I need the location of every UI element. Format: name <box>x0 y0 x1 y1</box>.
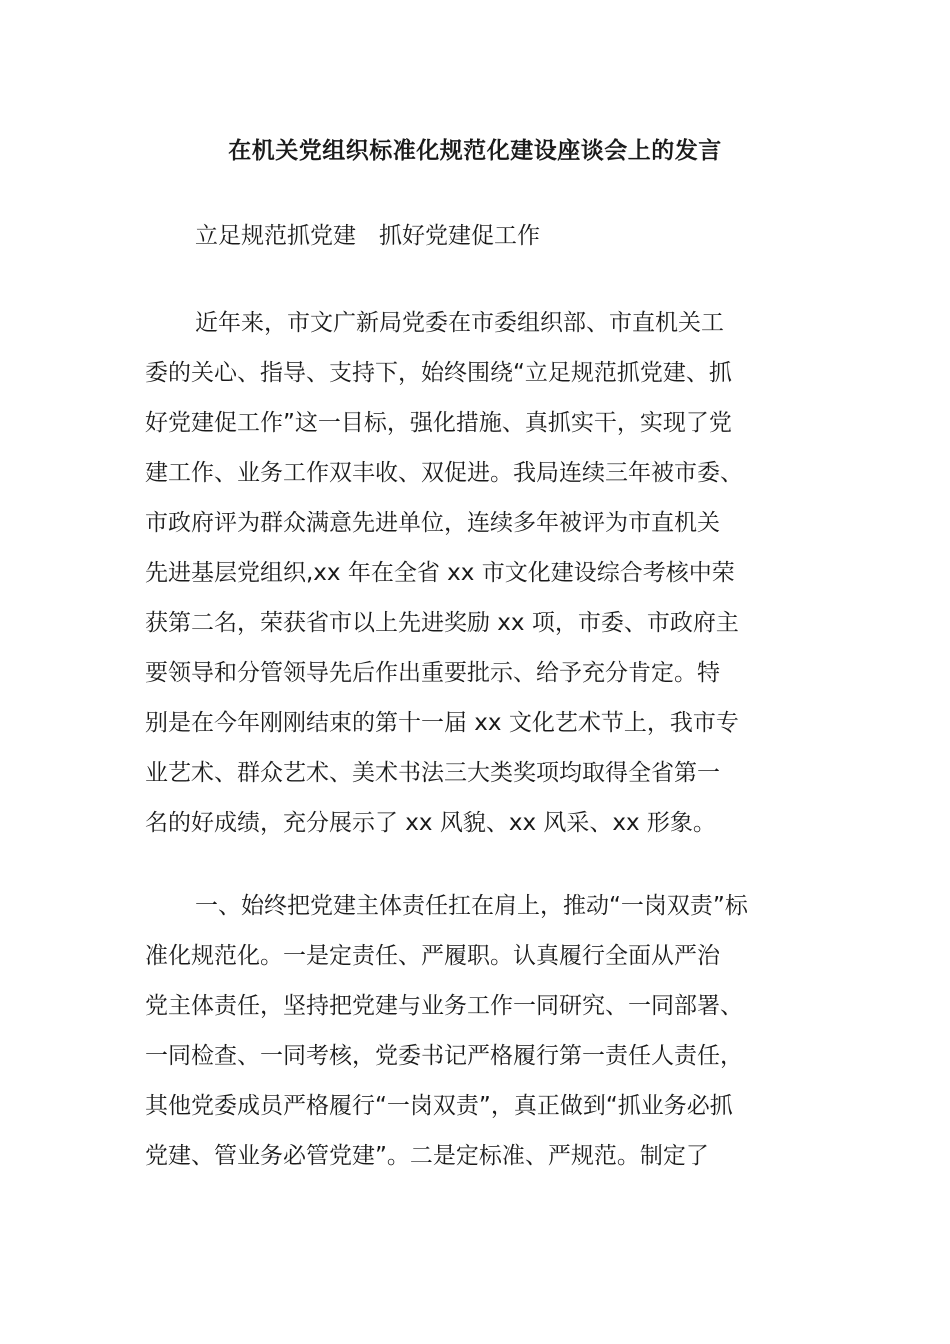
paragraph-section-one <box>145 881 805 1181</box>
paragraph-line: 业艺术、群众艺术、美术书法三大类奖项均取得全省第一 <box>145 760 720 786</box>
paragraph-line: 一同检查、一同考核，党委书记严格履行第一责任人责任， <box>145 1043 743 1069</box>
paragraph-line: 获第二名，荣获省市以上先进奖励 xx 项，市委、市政府主 <box>145 610 739 636</box>
document-subtitle: 立足规范抓党建 抓好党建促工作 <box>195 223 540 249</box>
document-title: 在机关党组织标准化规范化建设座谈会上的发言 <box>228 138 722 164</box>
paragraph-line: 市政府评为群众满意先进单位，连续多年被评为市直机关 <box>145 510 720 536</box>
paragraph-line: 党主体责任，坚持把党建与业务工作一同研究、一同部署、 <box>145 993 743 1019</box>
paragraph-line: 准化规范化。一是定责任、严履职。认真履行全面从严治 <box>145 943 720 969</box>
paragraph-line: 近年来，市文广新局党委在市委组织部、市直机关工 <box>195 310 724 336</box>
paragraph-line: 其他党委成员严格履行“一岗双责”，真正做到“抓业务必抓 <box>145 1093 733 1119</box>
paragraph-line: 名的好成绩，充分展示了 xx 风貌、xx 风采、xx 形象。 <box>145 810 716 836</box>
paragraph-line: 建工作、业务工作双丰收、双促进。我局连续三年被市委、 <box>145 460 743 486</box>
paragraph-line: 好党建促工作”这一目标，强化措施、真抓实干，实现了党 <box>145 410 732 436</box>
paragraph-line: 党建、管业务必管党建”。二是定标准、严规范。制定了 <box>145 1143 709 1169</box>
paragraph-intro <box>145 298 805 848</box>
paragraph-line: 委的关心、指导、支持下，始终围绕“立足规范抓党建、抓 <box>145 360 732 386</box>
paragraph-line: 一、始终把党建主体责任扛在肩上，推动“一岗双责”标 <box>195 893 748 919</box>
paragraph-line: 先进基层党组织,xx 年在全省 xx 市文化建设综合考核中荣 <box>145 560 735 586</box>
paragraph-line: 要领导和分管领导先后作出重要批示、给予充分肯定。特 <box>145 660 720 686</box>
paragraph-line: 别是在今年刚刚结束的第十一届 xx 文化艺术节上，我市专 <box>145 710 739 736</box>
